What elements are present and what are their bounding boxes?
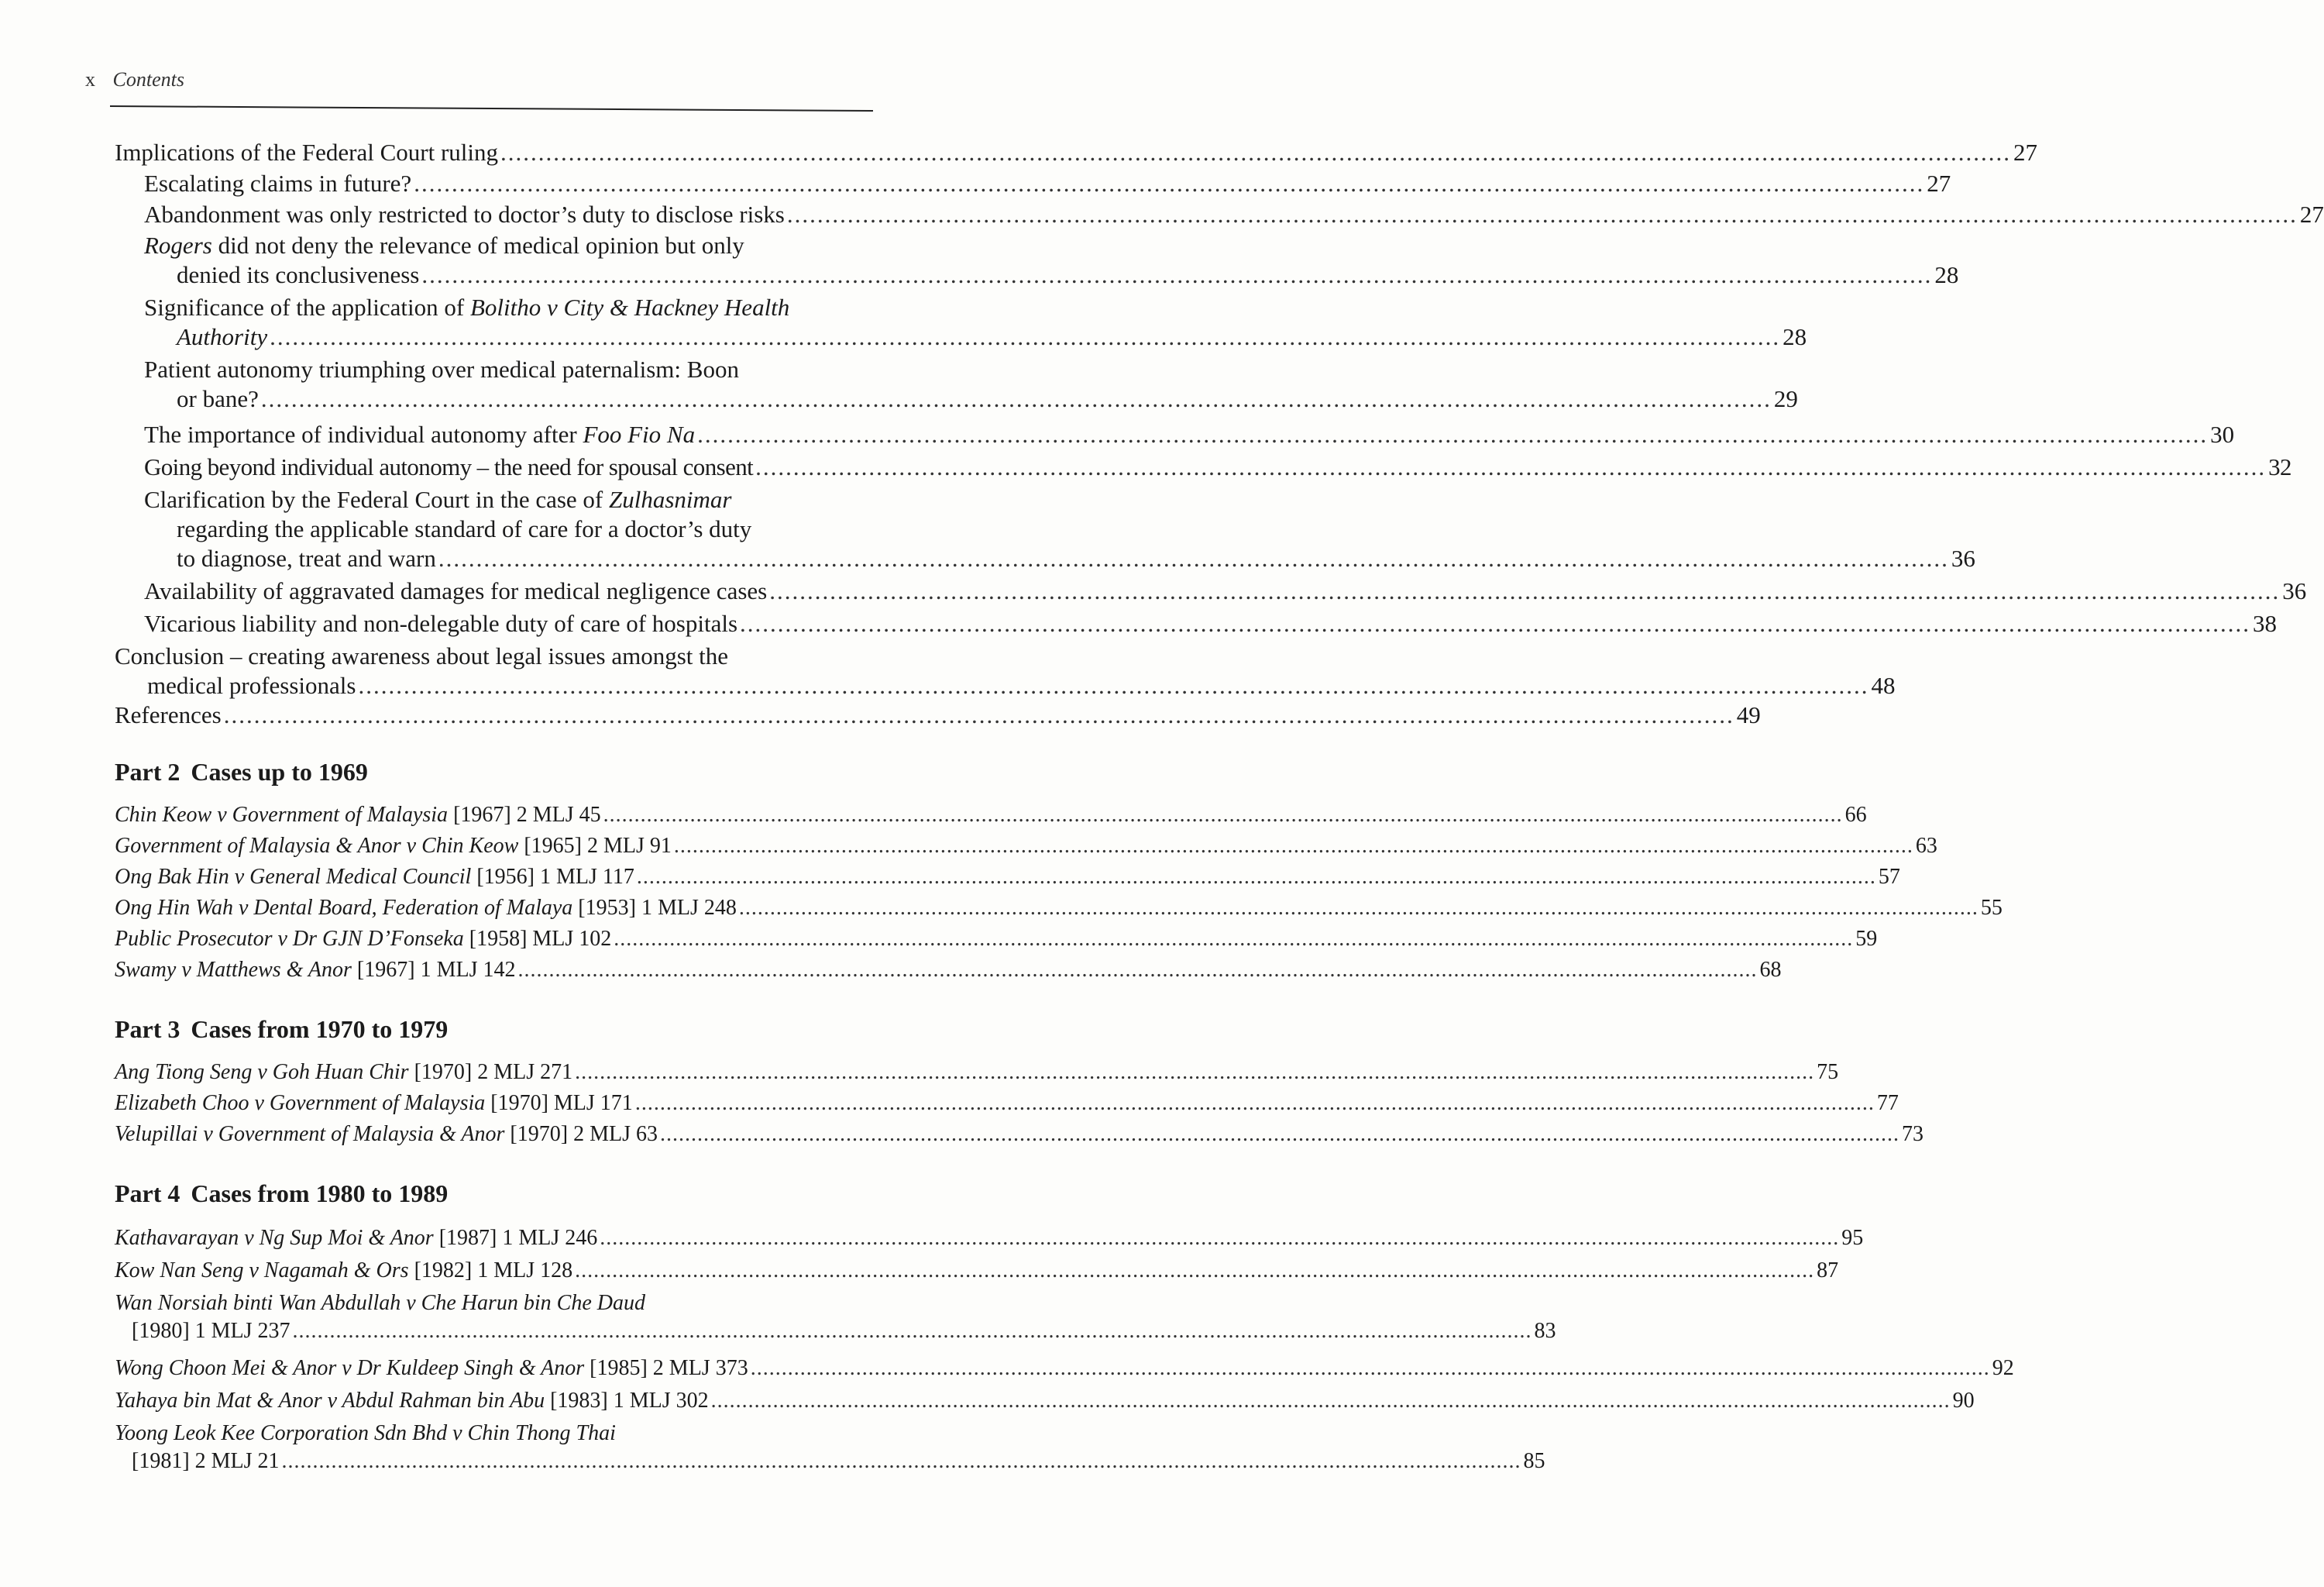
page-ref: 27 — [1927, 170, 1951, 197]
leader-dots: ........................................................................................................................................................................................................ — [659, 1122, 1899, 1146]
toc-entry[interactable]: Abandonment was only restricted to doctor’s duty to disclose risks ........................................................................................................................................................................................................ 27 — [144, 201, 2324, 228]
leader-dots: ........................................................................................................................................................................................................ — [614, 927, 1854, 951]
page-ref: 57 — [1878, 865, 1900, 889]
page-ref: 75 — [1817, 1060, 1839, 1084]
running-head — [85, 68, 184, 91]
leader-dots: ........................................................................................................................................................................................................ — [636, 865, 1876, 889]
page-number: x — [85, 68, 95, 91]
case-entry[interactable]: Yahaya bin Mat & Anor v Abdul Rahman bin Abu [1983] 1 MLJ 302 ........................................................................................................................................................................................................ 90 — [115, 1387, 868, 1415]
leader-dots: ........................................................................................................................................................................................................ — [769, 577, 2281, 604]
case-entry[interactable]: Kow Nan Seng v Nagamah & Ors [1982] 1 MLJ 128 ........................................................................................................................................................................................................ 87 — [115, 1257, 868, 1285]
page-title: Contents — [112, 68, 184, 91]
leader-dots: ........................................................................................................................................................................................................ — [500, 139, 2012, 166]
case-entry[interactable]: Chin Keow v Government of Malaysia [1967] 2 MLJ 45 ........................................................................................................................................................................................................ 66 — [115, 801, 868, 829]
leader-dots: ........................................................................................................................................................................................................ — [223, 701, 1734, 728]
part-heading: Part 2 Cases up to 1969 — [115, 758, 368, 786]
case-entry[interactable]: Swamy v Matthews & Anor [1967] 1 MLJ 142 ........................................................................................................................................................................................................ 68 — [115, 956, 868, 984]
page-ref: 36 — [2282, 577, 2307, 604]
toc-entry[interactable]: Availability of aggravated damages for medical negligence cases ........................................................................................................................................................................................................ 36 — [144, 577, 2307, 604]
toc-entry[interactable]: Escalating claims in future? ........................................................................................................................................................................................................ 27 — [144, 170, 1951, 197]
case-entry[interactable]: Ong Hin Wah v Dental Board, Federation of Malaya [1953] 1 MLJ 248 ........................................................................................................................................................................................................ 55 — [115, 894, 868, 922]
toc-entry[interactable]: The importance of individual autonomy after Foo Fio Na ........................................................................................................................................................................................................ 30 — [144, 421, 2235, 448]
leader-dots: ........................................................................................................................................................................................................ — [786, 201, 2298, 228]
case-entry[interactable]: Wan Norsiah binti Wan Abdullah v Che Harun bin Che Daud [1980] 1 MLJ 237 ........................................................................................................................................................................................................ 83 — [115, 1289, 868, 1345]
page-ref: 28 — [1934, 261, 1959, 288]
case-entry[interactable]: Yoong Leok Kee Corporation Sdn Bhd v Chin Thong Thai [1981] 2 MLJ 21 ........................................................................................................................................................................................................ 85 — [115, 1420, 868, 1475]
leader-dots: ........................................................................................................................................................................................................ — [414, 170, 1925, 197]
page-ref: 36 — [1951, 545, 1975, 572]
page-ref: 27 — [2299, 201, 2324, 228]
leader-dots: ........................................................................................................................................................................................................ — [517, 958, 1758, 982]
leader-dots: ........................................................................................................................................................................................................ — [270, 323, 1781, 350]
case-entry[interactable]: Kathavarayan v Ng Sup Moi & Anor [1987] 1 MLJ 246 ........................................................................................................................................................................................................ 95 — [115, 1224, 868, 1252]
toc-entry[interactable]: Rogers did not deny the relevance of medical opinion but only denied its conclusiveness ........................................................................................................................................................................................................ 28 — [144, 232, 1959, 288]
case-entry[interactable]: Velupillai v Government of Malaysia & Anor [1970] 2 MLJ 63 ........................................................................................................................................................................................................ 73 — [115, 1121, 868, 1148]
page-ref: 73 — [1901, 1122, 1923, 1146]
toc-entry[interactable]: Vicarious liability and non-delegable duty of care of hospitals ........................................................................................................................................................................................................ 38 — [144, 610, 2278, 637]
leader-dots: ........................................................................................................................................................................................................ — [738, 896, 1978, 920]
leader-dots: ........................................................................................................................................................................................................ — [750, 1356, 1990, 1380]
page-ref: 66 — [1844, 803, 1867, 827]
case-entry[interactable]: Ong Bak Hin v General Medical Council [1956] 1 MLJ 117 ........................................................................................................................................................................................................ 57 — [115, 863, 868, 891]
toc-entry[interactable]: Patient autonomy triumphing over medical paternalism: Boon or bane? ........................................................................................................................................................................................................ 29 — [144, 356, 1798, 412]
toc-entry[interactable]: Clarification by the Federal Court in the case of Zulhasnimar regarding the applicable standard of care for a doctor’s duty to diagnose, treat and warn ........................................................................................................................................................................................................ 36 — [144, 486, 1975, 572]
toc-entry[interactable]: Implications of the Federal Court ruling ........................................................................................................................................................................................................ 27 — [115, 139, 2038, 166]
page-ref: 59 — [1855, 927, 1878, 951]
leader-dots: ........................................................................................................................................................................................................ — [673, 834, 1913, 858]
page-ref: 38 — [2253, 610, 2278, 637]
header-rule — [110, 105, 873, 112]
leader-dots: ........................................................................................................................................................................................................ — [600, 1226, 1840, 1250]
leader-dots: ........................................................................................................................................................................................................ — [575, 1258, 1815, 1282]
page-ref: 29 — [1773, 385, 1798, 412]
page-ref: 92 — [1992, 1356, 2014, 1380]
toc-entry[interactable]: Going beyond individual autonomy – the need for spousal consent ........................................................................................................................................................................................................ 32 — [144, 453, 2291, 480]
leader-dots: ........................................................................................................................................................................................................ — [281, 1449, 1521, 1473]
leader-dots: ........................................................................................................................................................................................................ — [421, 261, 1933, 288]
part-heading: Part 4 Cases from 1980 to 1989 — [115, 1179, 449, 1207]
page-ref: 28 — [1783, 323, 1807, 350]
page-ref: 87 — [1817, 1258, 1839, 1282]
leader-dots: ........................................................................................................................................................................................................ — [358, 672, 1869, 699]
leader-dots: ........................................................................................................................................................................................................ — [575, 1060, 1815, 1084]
page-ref: 49 — [1736, 701, 1761, 728]
page-ref: 68 — [1759, 958, 1782, 982]
page-ref: 55 — [1980, 896, 2003, 920]
toc-entry[interactable]: Significance of the application of Bolitho v City & Hackney Health Authority ........................................................................................................................................................................................................ 28 — [144, 294, 1807, 350]
leader-dots: ........................................................................................................................................................................................................ — [260, 385, 1772, 412]
leader-dots: ........................................................................................................................................................................................................ — [697, 421, 2209, 448]
page-ref: 95 — [1841, 1226, 1864, 1250]
page-ref: 77 — [1876, 1091, 1899, 1115]
leader-dots: ........................................................................................................................................................................................................ — [755, 453, 2267, 480]
page-ref: 63 — [1915, 834, 1937, 858]
leader-dots: ........................................................................................................................................................................................................ — [438, 545, 1949, 572]
leader-dots: ........................................................................................................................................................................................................ — [740, 610, 2251, 637]
case-entry[interactable]: Elizabeth Choo v Government of Malaysia [1970] MLJ 171 ........................................................................................................................................................................................................ 77 — [115, 1090, 868, 1117]
page-ref: 48 — [1871, 672, 1896, 699]
page-ref: 27 — [2013, 139, 2038, 166]
case-entry[interactable]: Ang Tiong Seng v Goh Huan Chir [1970] 2 MLJ 271 ........................................................................................................................................................................................................ 75 — [115, 1059, 868, 1086]
page-ref: 83 — [1534, 1319, 1556, 1343]
leader-dots: ........................................................................................................................................................................................................ — [710, 1389, 1951, 1413]
leader-dots: ........................................................................................................................................................................................................ — [292, 1319, 1532, 1343]
toc-entry[interactable]: References ........................................................................................................................................................................................................ 49 — [115, 701, 1761, 728]
case-entry[interactable]: Public Prosecutor v Dr GJN D’Fonseka [1958] MLJ 102 ........................................................................................................................................................................................................ 59 — [115, 925, 868, 953]
leader-dots: ........................................................................................................................................................................................................ — [603, 803, 1843, 827]
page-ref: 85 — [1523, 1449, 1545, 1473]
leader-dots: ........................................................................................................................................................................................................ — [634, 1091, 1875, 1115]
page-ref: 90 — [1952, 1389, 1975, 1413]
case-entry[interactable]: Government of Malaysia & Anor v Chin Keow [1965] 2 MLJ 91 ........................................................................................................................................................................................................ 63 — [115, 832, 868, 860]
case-entry[interactable]: Wong Choon Mei & Anor v Dr Kuldeep Singh & Anor [1985] 2 MLJ 373 ........................................................................................................................................................................................................ 92 — [115, 1355, 868, 1382]
page-ref: 32 — [2268, 453, 2291, 480]
toc-entry[interactable]: Conclusion – creating awareness about legal issues amongst the medical professionals ........................................................................................................................................................................................................ 48 — [115, 642, 1896, 699]
page-ref: 30 — [2210, 421, 2235, 448]
part-heading: Part 3 Cases from 1970 to 1979 — [115, 1015, 449, 1043]
